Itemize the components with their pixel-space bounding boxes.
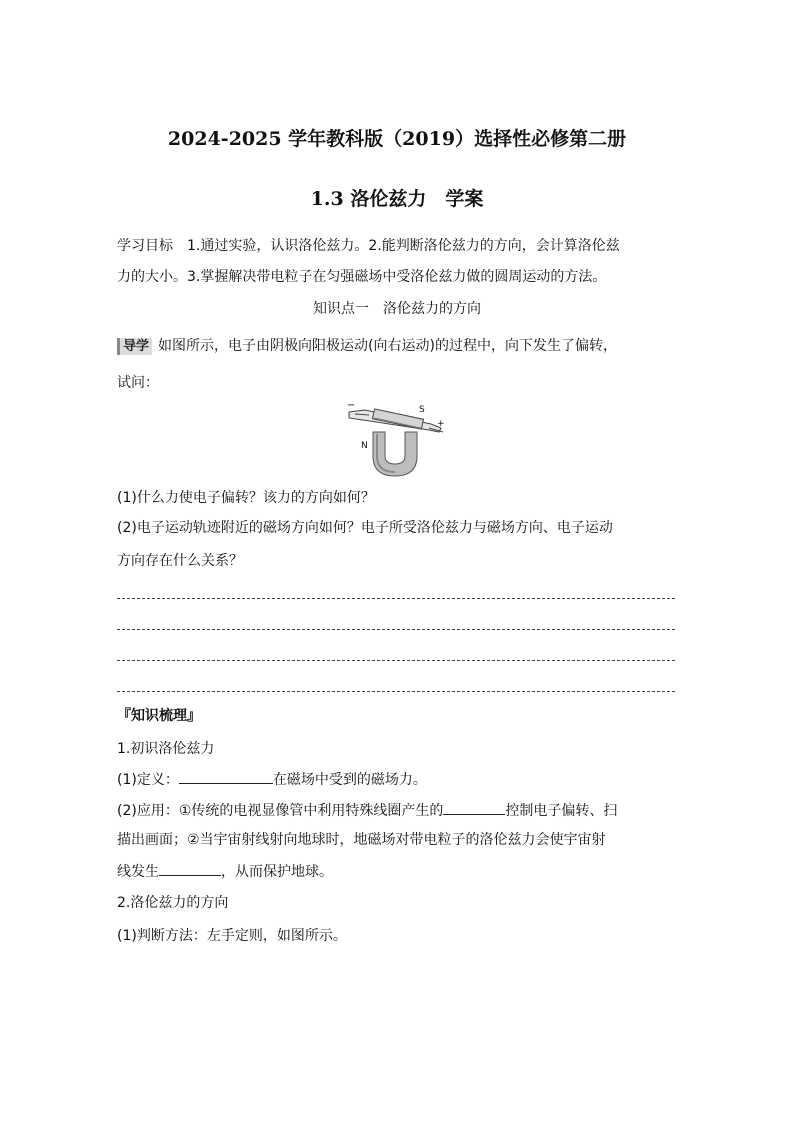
- application-3-prefix: 线发生: [117, 864, 159, 880]
- definition-prefix: (1)定义：: [117, 772, 179, 788]
- definition-suffix: 在磁场中受到的磁场力。: [272, 772, 427, 788]
- answer-line[interactable]: [117, 660, 675, 661]
- answer-line[interactable]: [117, 629, 675, 630]
- application-prefix: (2)应用：①传统的电视显像管中利用特殊线圈产生的: [117, 803, 444, 819]
- north-pole-label: N: [361, 441, 368, 451]
- document-title: 2024-2025 学年教科版（2019）选择性必修第二册: [167, 128, 627, 150]
- plus-label: +: [437, 419, 445, 429]
- application-line-3: [117, 861, 333, 882]
- judgment-method: (1)判断方法：左手定则，如图所示。: [117, 928, 347, 944]
- knowledge-summary-heading: 『知识梳理』: [117, 708, 201, 724]
- minus-label: −: [347, 400, 356, 411]
- south-pole-label: S: [419, 405, 425, 415]
- application-line-2: 描出画面；②当宇宙射线射向地球时，地磁场对带电粒子的洛伦兹力会使宇宙射: [117, 832, 606, 848]
- answer-line[interactable]: [117, 691, 675, 692]
- question-1: (1)什么力使电子偏转？该力的方向如何？: [117, 490, 375, 506]
- fill-blank[interactable]: [179, 769, 273, 784]
- fill-blank[interactable]: [443, 800, 505, 815]
- question-2-line-2: 方向存在什么关系？: [117, 553, 243, 569]
- learning-objectives-line-2: 力的大小。3.掌握解决带电粒子在匀强磁场中受洛伦兹力做的圆周运动的方法。: [117, 269, 607, 285]
- cathode-ray-tube-magnet-figure: [343, 398, 449, 478]
- fill-blank[interactable]: [159, 861, 221, 876]
- section-heading-knowledge-point-1: 知识点一 洛伦兹力的方向: [313, 301, 481, 317]
- learning-objectives-line-1: 学习目标 1.通过实验，认识洛伦兹力。2.能判断洛伦兹力的方向，会计算洛伦兹: [117, 238, 620, 254]
- application-line-1: [117, 800, 617, 821]
- application-3-suffix: ，从而保护地球。: [221, 864, 333, 880]
- definition-line: [117, 769, 427, 790]
- guide-line-2: 试问：: [117, 375, 159, 391]
- lesson-title: 1.3 洛伦兹力 学案: [310, 188, 484, 210]
- knowledge-1-heading: 1.初识洛伦兹力: [117, 741, 215, 757]
- guide-badge: 导学: [117, 338, 152, 355]
- question-2-line-1: (2)电子运动轨迹附近的磁场方向如何？电子所受洛伦兹力与磁场方向、电子运动: [117, 520, 613, 536]
- guide-text-1: 如图所示，电子由阴极向阳极运动(向右运动)的过程中，向下发生了偏转，: [158, 338, 617, 354]
- guide-line-1: [117, 336, 617, 356]
- knowledge-2-heading: 2.洛伦兹力的方向: [117, 895, 229, 911]
- answer-line[interactable]: [117, 598, 675, 599]
- application-suffix: 控制电子偏转、扫: [505, 803, 618, 819]
